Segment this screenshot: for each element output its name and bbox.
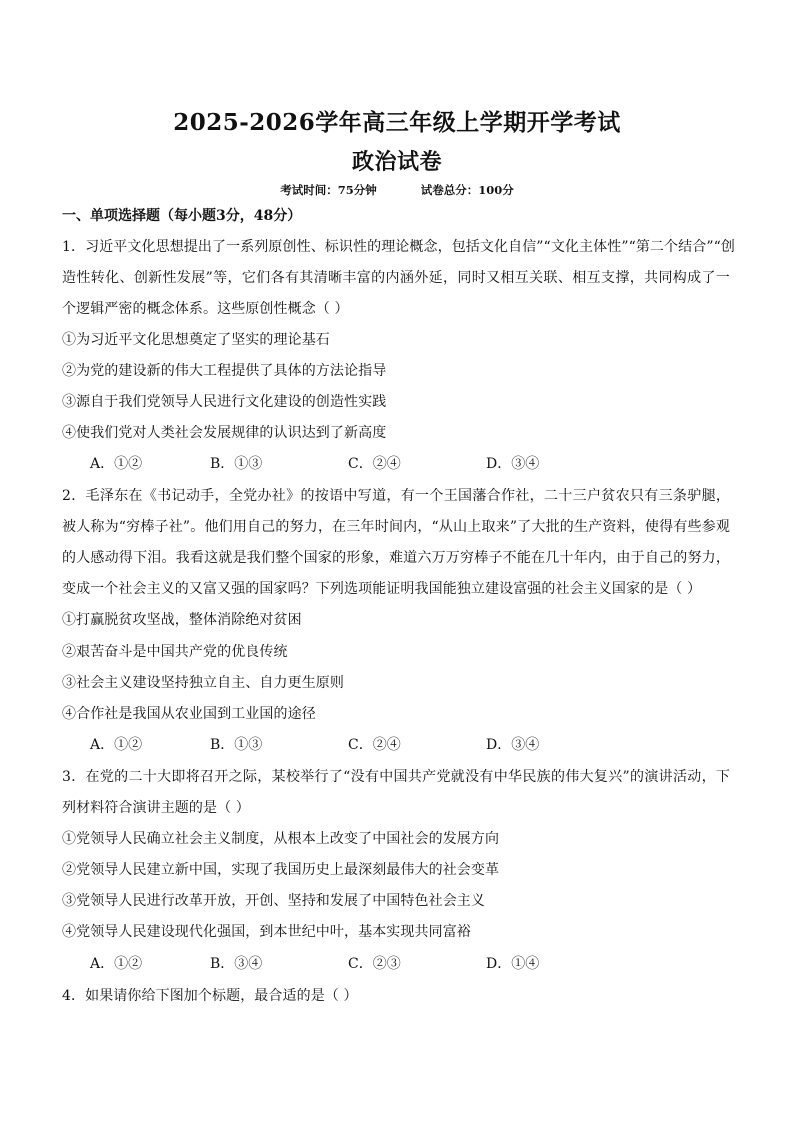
- question-2-statement: ②艰苦奋斗是中国共产党的优良传统: [62, 644, 288, 660]
- exam-info: [0, 182, 794, 198]
- question-2-statement: ③社会主义建设坚持独立自主、自力更生原则: [62, 675, 344, 691]
- option-b[interactable]: B．①③: [210, 737, 263, 753]
- question-3-statement: ④党领导人民建设现代化强国，到本世纪中叶，基本实现共同富裕: [62, 924, 471, 940]
- option-d[interactable]: D．①④: [486, 956, 540, 972]
- question-3-statement: ②党领导人民建立新中国，实现了我国历史上最深刻最伟大的社会变革: [62, 862, 500, 878]
- option-a[interactable]: A．①②: [90, 737, 143, 753]
- exam-time: 考试时间：75分钟: [280, 183, 377, 197]
- question-1-statement: ④使我们党对人类社会发展规律的认识达到了新高度: [62, 425, 387, 441]
- question-2-stem-line: 变成一个社会主义的又富又强的国家吗？下列选项能证明我国能独立建设富强的社会主义国家的是（ ）: [62, 581, 702, 597]
- option-b[interactable]: B．③④: [210, 956, 263, 972]
- section-title: 一、单项选择题（每小题3分，48分）: [62, 208, 302, 224]
- question-2-stem-line: 2．毛泽东在《书记动手，全党办社》的按语中写道，有一个王国藩合作社，二十三户贫农只有三条驴腿，: [62, 488, 730, 504]
- question-3-statement: ③党领导人民进行改革开放，开创、坚持和发展了中国特色社会主义: [62, 893, 485, 909]
- option-d[interactable]: D．③④: [486, 737, 540, 753]
- exam-subject: 政治试卷: [351, 149, 442, 175]
- question-1-statement: ①为习近平文化思想奠定了坚实的理论基石: [62, 332, 330, 348]
- question-3-statement: ①党领导人民确立社会主义制度，从根本上改变了中国社会的发展方向: [62, 831, 500, 847]
- exam-title: 2025-2026学年高三年级上学期开学考试: [173, 109, 621, 136]
- question-1-statement: ②为党的建设新的伟大工程提供了具体的方法论指导: [62, 363, 387, 379]
- option-b[interactable]: B．①③: [210, 456, 263, 472]
- question-1-stem-line: 个逻辑严密的概念体系。这些原创性概念（ ）: [62, 301, 349, 317]
- question-2-stem-line: 被人称为“穷棒子社”。他们用自己的努力，在三年时间内，“从山上取来”了大批的生产资料，使得有些参观: [62, 519, 730, 535]
- option-c[interactable]: C．②④: [348, 456, 401, 472]
- question-2-statement: ①打赢脱贫攻坚战，整体消除绝对贫困: [62, 612, 302, 628]
- total-score: 试卷总分：100分: [420, 183, 514, 197]
- question-2-statement: ④合作社是我国从农业国到工业国的途径: [62, 706, 316, 722]
- question-2-stem-line: 的人感动得下泪。我看这就是我们整个国家的形象，难道六万万穷棒子不能在几十年内，由于自己的努力，: [62, 550, 730, 566]
- option-a[interactable]: A．①②: [90, 456, 143, 472]
- question-4-stem-line: 4．如果请你给下图加个标题，最合适的是（ ）: [62, 988, 358, 1004]
- question-3-stem-line: 3．在党的二十大即将召开之际，某校举行了“没有中国共产党就没有中华民族的伟大复兴”的演讲活动，下: [62, 769, 730, 785]
- question-1-stem-line: 造性转化、创新性发展”等，它们各有其清晰丰富的内涵外延，同时又相互关联、相互支撑，共同构成了一: [62, 270, 730, 286]
- option-c[interactable]: C．②④: [348, 737, 401, 753]
- question-1-stem-line: 1．习近平文化思想提出了一系列原创性、标识性的理论概念，包括文化自信”“文化主体性”“第二个结合”“创: [62, 239, 735, 255]
- question-1-statement: ③源自于我们党领导人民进行文化建设的创造性实践: [62, 394, 387, 410]
- option-a[interactable]: A．①②: [90, 956, 143, 972]
- option-c[interactable]: C．②③: [348, 956, 401, 972]
- option-d[interactable]: D．③④: [486, 456, 540, 472]
- question-3-stem-line: 列材料符合演讲主题的是（ ）: [62, 800, 250, 816]
